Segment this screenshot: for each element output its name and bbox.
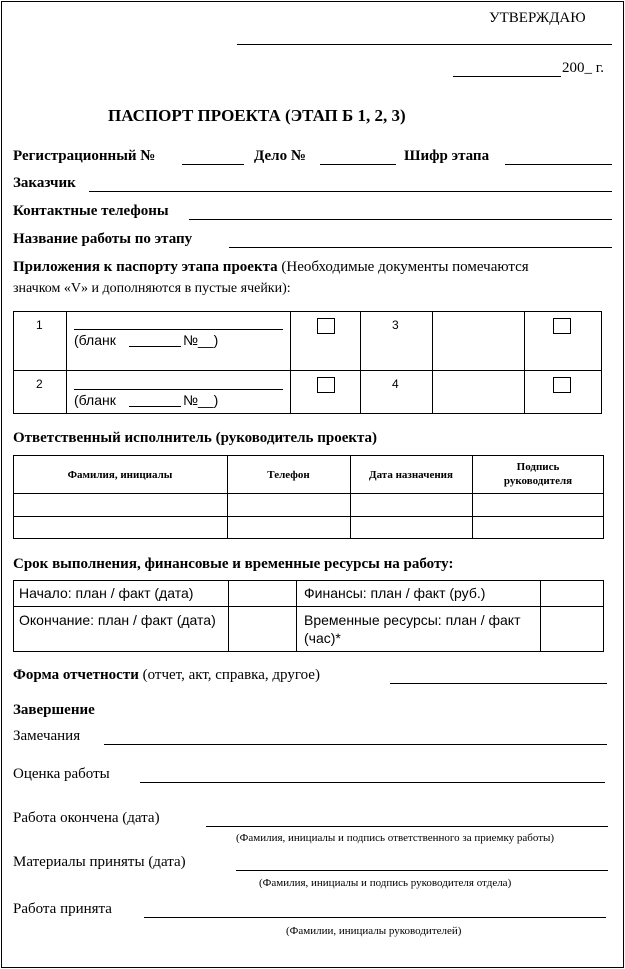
table-col-divider	[228, 580, 229, 651]
work-name-label: Название работы по этапу	[13, 231, 193, 247]
finished-label: Работа окончена (дата)	[13, 810, 160, 826]
attachment-blank-number: №__)	[183, 392, 219, 408]
attachments-row-divider	[13, 370, 601, 371]
column-header-name: Фамилия, инициалы	[67, 469, 173, 481]
report-form-bold: Форма отчетности	[13, 667, 139, 683]
stage-code-field[interactable]	[505, 164, 612, 165]
table-col-divider	[472, 455, 473, 538]
attachment-2-checkbox[interactable]	[317, 377, 335, 393]
attachment-number: 3	[392, 318, 399, 332]
remarks-field[interactable]	[104, 744, 607, 745]
table-col-divider	[296, 580, 297, 651]
accepted-field[interactable]	[144, 917, 606, 918]
stage-code-label: Шифр этапа	[404, 148, 490, 164]
phones-label: Контактные телефоны	[13, 203, 169, 219]
approve-date-line[interactable]	[453, 76, 561, 77]
attachment-1-blank-line[interactable]	[129, 346, 181, 347]
attachments-col-divider	[66, 311, 67, 413]
table-row-divider	[13, 606, 603, 607]
deadlines-heading: Срок выполнения, финансовые и временные ресурсы на работу:	[13, 556, 454, 572]
work-name-field[interactable]	[229, 247, 612, 248]
attachment-blank-label: (бланк	[74, 332, 116, 348]
attachments-col-divider	[290, 311, 291, 413]
attachments-col-divider	[432, 311, 433, 413]
attachment-number: 4	[392, 377, 399, 391]
time-label: Временные ресурсы: план / факт (час)*	[304, 612, 521, 646]
column-header-signature: Подпись руководителя	[503, 461, 573, 487]
rating-field[interactable]	[140, 782, 605, 783]
attachments-col-divider	[360, 311, 361, 413]
table-row-divider	[13, 493, 603, 494]
remarks-label: Замечания	[13, 728, 81, 744]
end-label: Окончание: план / факт (дата)	[19, 612, 216, 628]
attachment-number: 2	[36, 377, 43, 391]
attachment-3-checkbox[interactable]	[553, 318, 571, 334]
responsible-heading: Ответственный исполнитель (руководитель проекта)	[13, 430, 378, 446]
attachments-heading-note: (Необходимые документы помечаются	[281, 259, 529, 275]
attachment-2-line[interactable]	[74, 389, 283, 390]
table-col-divider	[540, 580, 541, 651]
attachments-heading	[13, 259, 529, 276]
attachment-1-line[interactable]	[74, 329, 283, 330]
completion-heading: Завершение	[13, 702, 95, 718]
attachment-4-checkbox[interactable]	[553, 377, 571, 393]
reg-number-field[interactable]	[182, 164, 244, 165]
report-form-label	[13, 667, 320, 684]
attachments-heading-bold: Приложения к паспорту этапа проекта	[13, 259, 278, 275]
case-number-field[interactable]	[320, 164, 396, 165]
page-title: ПАСПОРТ ПРОЕКТА (ЭТАП Б 1, 2, 3)	[108, 106, 406, 125]
attachment-2-blank-line[interactable]	[129, 406, 181, 407]
attachments-heading-note2: значком «V» и дополняются в пустые ячейки):	[13, 281, 291, 296]
customer-field[interactable]	[89, 191, 612, 192]
rating-label: Оценка работы	[13, 766, 110, 782]
year-label: 200_ г.	[562, 60, 604, 76]
accepted-caption: (Фамилии, инициалы руководителей)	[286, 925, 462, 937]
phones-field[interactable]	[189, 219, 612, 220]
accepted-label: Работа принята	[13, 901, 112, 917]
report-form-note: (отчет, акт, справка, другое)	[142, 667, 320, 683]
attachments-col-divider	[524, 311, 525, 413]
finance-label: Финансы: план / факт (руб.)	[304, 585, 486, 601]
approve-label: УТВЕРЖДАЮ	[489, 10, 586, 26]
attachment-blank-number: №__)	[183, 332, 219, 348]
finished-caption: (Фамилия, инициалы и подпись ответственного за приемку работы)	[236, 832, 555, 844]
start-label: Начало: план / факт (дата)	[19, 585, 194, 601]
customer-label: Заказчик	[13, 175, 76, 191]
attachment-blank-label: (бланк	[74, 392, 116, 408]
column-header-date: Дата назначения	[369, 469, 453, 481]
attachment-number: 1	[36, 318, 43, 332]
attachment-1-checkbox[interactable]	[317, 318, 335, 334]
table-row-divider	[13, 516, 603, 517]
report-form-field[interactable]	[390, 683, 607, 684]
approve-signature-line[interactable]	[237, 44, 612, 45]
materials-caption: (Фамилия, инициалы и подпись руководителя отдела)	[259, 877, 512, 889]
column-header-phone: Телефон	[267, 469, 310, 481]
reg-number-label: Регистрационный №	[13, 148, 156, 164]
materials-label: Материалы приняты (дата)	[13, 854, 186, 870]
case-number-label: Дело №	[254, 148, 306, 164]
finished-field[interactable]	[206, 826, 608, 827]
materials-field[interactable]	[236, 870, 608, 871]
